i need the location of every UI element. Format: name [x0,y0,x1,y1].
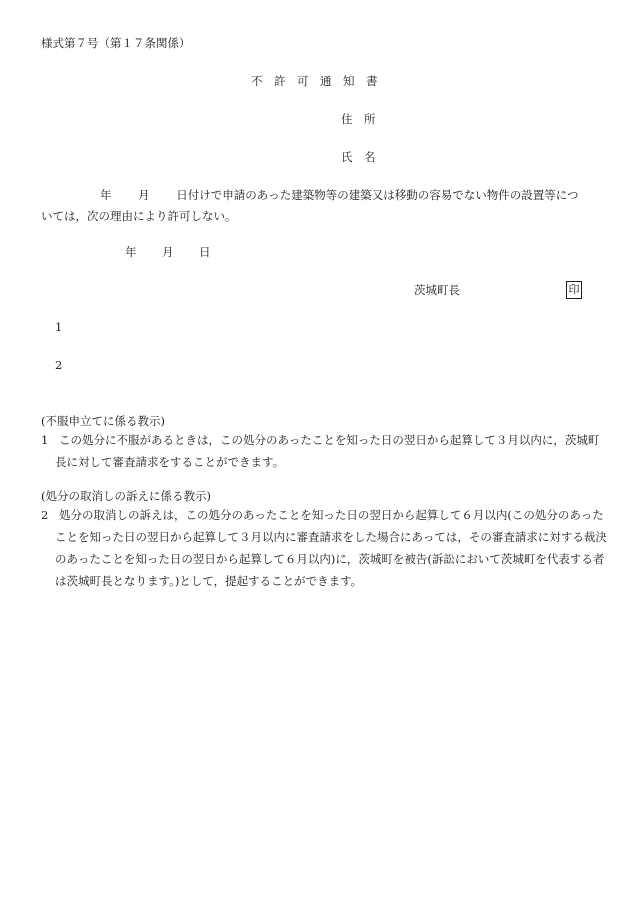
notice-1-text: この処分に不服があるときは，この処分のあったことを知った日の翌日から起算して３月以内に，茨城町長に対して審査請求をすることができます。 [55,433,600,469]
notice-1-heading: (不服申立てに係る教示) [41,414,165,428]
notice-2-text: 処分の取消しの訴えは，この処分のあったことを知った日の翌日から起算して６月以内(この処分のあったことを知った日の翌日から起算して３月以内に審査請求をした場合にあっては，その審査請求に対する裁決のあったことを知った日の翌日から起算して６月以内)に，茨城町を被告(訴訟において茨城町を代表する者は茨城町長となります。)として，提起することができます。 [55,508,607,588]
form-number: 様式第７号（第１７条関係） [41,36,191,50]
notice-1-number: 1 [41,433,49,447]
reason-item-1: 1 [55,320,63,334]
notice-2-paragraph [41,504,607,592]
notice-2-number: 2 [41,508,49,522]
reason-item-2: 2 [55,358,63,372]
notice-2-heading: (処分の取消しの訴えに係る教示) [41,489,211,503]
notice-1-paragraph [41,429,607,473]
seal-mark: 印 [566,281,582,299]
date-day-label: 日 [199,245,211,259]
name-label: 氏 名 [341,150,376,164]
issuer-name: 茨城町長 [414,283,460,297]
body-line-2: いては，次の理由により許可しない。 [41,209,237,223]
body-line-1: 年 月 日付けで申請のあった建築物等の建築又は移動の容易でない物件の設置等につ [100,188,579,202]
date-month-label: 月 [162,245,174,259]
date-year-label: 年 [125,245,137,259]
address-label: 住 所 [341,112,376,126]
document-title: 不 許 可 通 知 書 [251,74,378,88]
